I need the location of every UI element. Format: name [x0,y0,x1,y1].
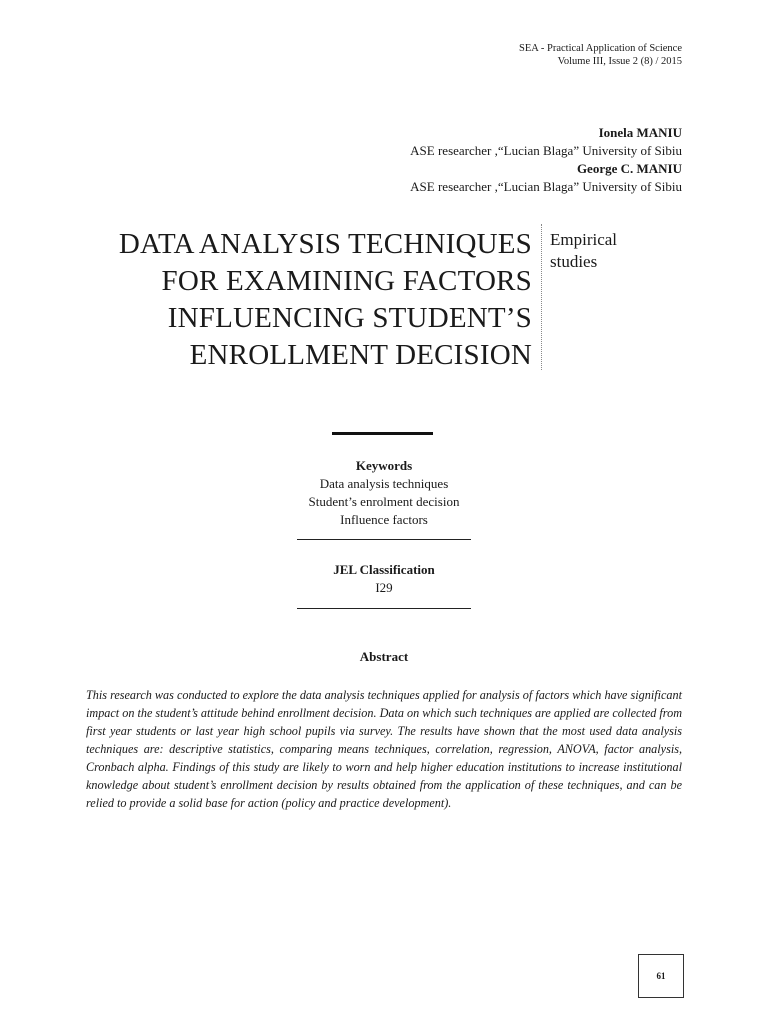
keyword-item: Influence factors [340,512,428,527]
jel-heading: JEL Classification [333,562,435,577]
title-line: INFLUENCING STUDENT’S [167,302,532,334]
category-line: studies [550,252,598,271]
journal-name: SEA - Practical Application of Science [519,43,682,54]
keywords-block [0,457,768,529]
section-separator [332,432,433,435]
keywords-divider [297,539,471,540]
jel-divider [297,608,471,609]
author-affiliation: ASE researcher ,“Lucian Blaga” University of Sibiu [410,143,682,158]
title-line: DATA ANALYSIS TECHNIQUES [118,228,532,260]
journal-header [519,42,682,68]
author-name: Ionela MANIU [598,125,682,140]
category-line: Empirical [550,230,618,249]
title-line: ENROLLMENT DECISION [189,339,532,371]
author-block [410,124,682,196]
keyword-item: Data analysis techniques [319,476,449,491]
abstract-text: This research was conducted to explore the data analysis techniques applied for analysis of factors which have significant impact on the student’s attitude behind enrollment decision. Data on which such techniques are applied are collected from first year students or last year high school pupils via survey. The results have shown that the most used data analysis techniques are: descriptive statistics, comparing means techniques, correlation, regression, ANOVA, factor analysis, Cronbach alpha. Findings of this study are likely to worn and help higher education institutions to increase institutional knowledge about student’s enrollment decision by results obtained from the application of these techniques, and can be relied to provide a solid base for action (policy and practice development). [86,688,682,810]
jel-code: I29 [375,580,393,595]
paper-title [52,226,532,374]
author-affiliation: ASE researcher ,“Lucian Blaga” University of Sibiu [410,179,682,194]
page-number: 61 [656,971,666,981]
paper-category [550,229,617,273]
keywords-heading: Keywords [355,458,413,473]
author-name: George C. MANIU [576,161,682,176]
title-divider [541,224,542,370]
keyword-item: Student’s enrolment decision [308,494,460,509]
page-number-box [638,954,684,998]
jel-block [0,561,768,597]
journal-issue: Volume III, Issue 2 (8) / 2015 [557,56,682,67]
abstract-heading: Abstract [359,649,409,664]
title-line: FOR EXAMINING FACTORS [161,265,532,297]
